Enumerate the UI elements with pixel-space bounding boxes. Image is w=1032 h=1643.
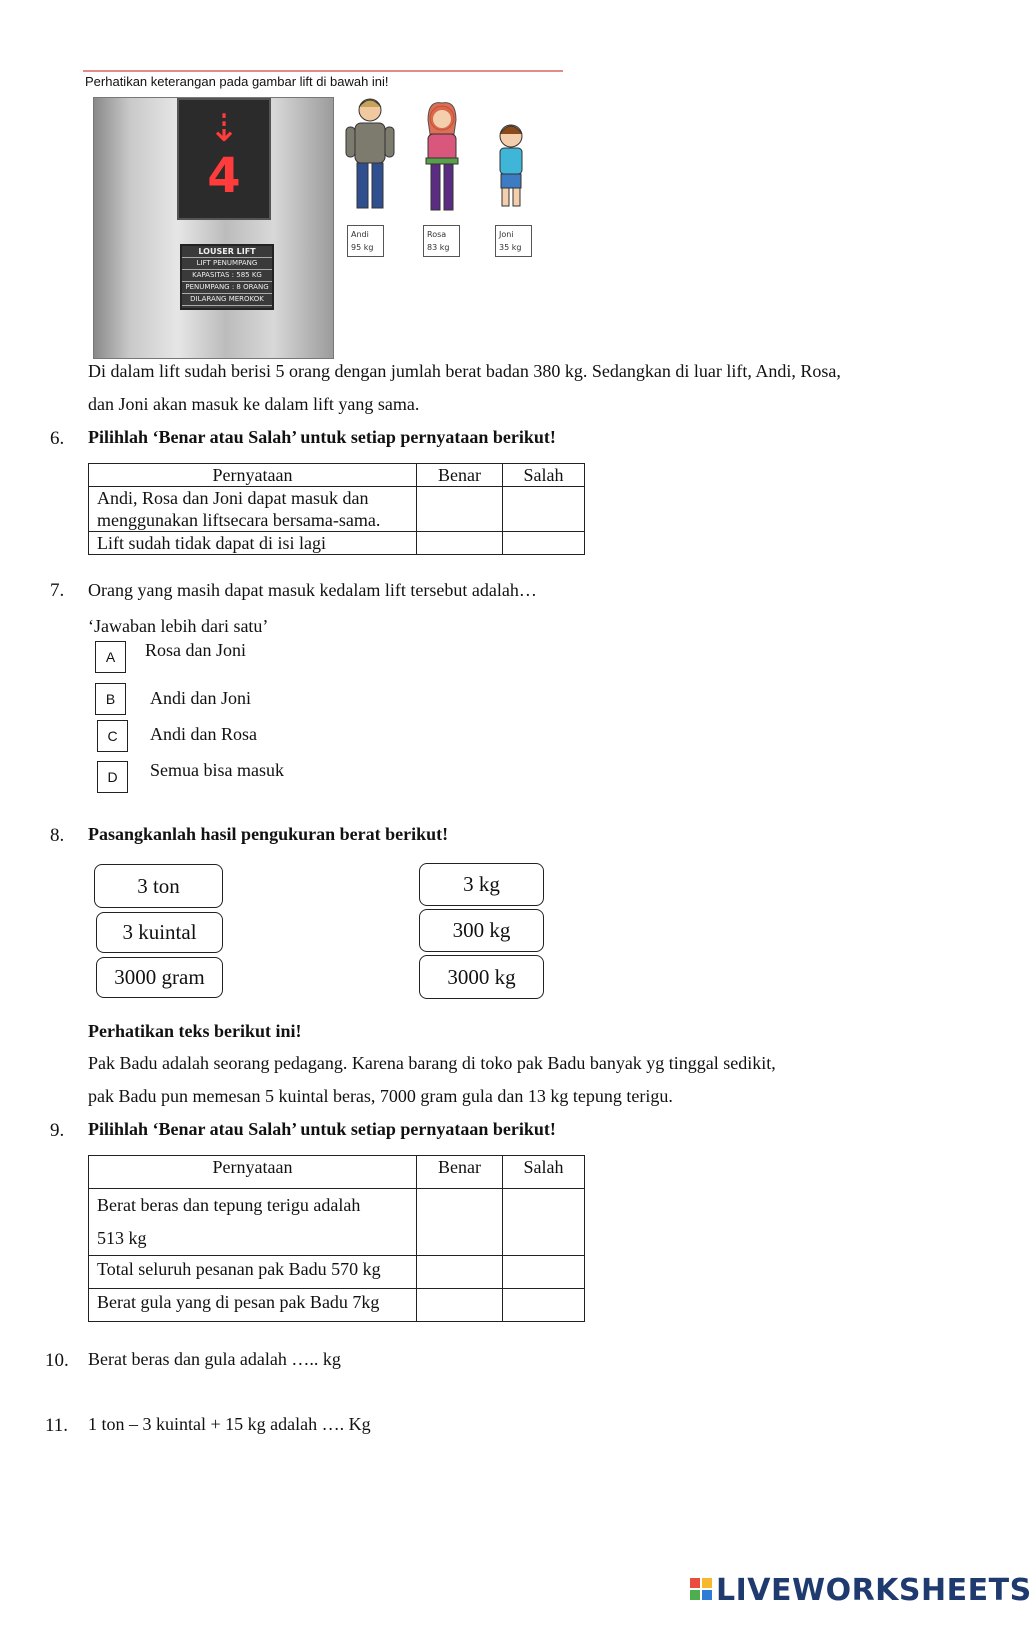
person-name: Rosa bbox=[427, 230, 447, 239]
table-row bbox=[89, 532, 585, 555]
true-answer-cell[interactable] bbox=[417, 1189, 503, 1256]
plate-line: DILARANG MEROKOK bbox=[182, 294, 272, 306]
statement-text: Lift sudah tidak dapat di isi lagi bbox=[97, 533, 326, 553]
question-number: 9. bbox=[50, 1120, 65, 1141]
statement-cell bbox=[89, 487, 417, 532]
plate-line: PENUMPANG : 8 ORANG bbox=[182, 282, 272, 294]
false-answer-cell[interactable] bbox=[503, 1256, 585, 1289]
statement-text: Total seluruh pesanan pak Badu 570 kg bbox=[97, 1259, 381, 1279]
option-b-box[interactable]: B bbox=[95, 683, 126, 715]
false-answer-cell[interactable] bbox=[503, 532, 585, 555]
match-left-3-ton[interactable]: 3 ton bbox=[94, 864, 223, 908]
person-label-andi bbox=[347, 225, 384, 257]
option-d-text: Semua bisa masuk bbox=[150, 760, 284, 780]
option-c-box[interactable]: C bbox=[97, 720, 128, 752]
floor-display bbox=[177, 98, 271, 220]
person-name: Andi bbox=[351, 230, 369, 239]
plate-line: KAPASITAS : 585 KG bbox=[182, 270, 272, 282]
header-statement: Pernyataan bbox=[89, 464, 417, 487]
option-d-box[interactable]: D bbox=[97, 761, 128, 793]
reading-title: Perhatikan teks berikut ini! bbox=[88, 1021, 302, 1041]
intro-line-1: Di dalam lift sudah berisi 5 orang dengan jumlah berat badan 380 kg. Sedangkan di luar lift, Andi, Rosa, bbox=[88, 361, 841, 381]
statement-text: Andi, Rosa dan Joni dapat masuk dan bbox=[97, 488, 369, 508]
statement-text: Berat gula yang di pesan pak Badu 7kg bbox=[97, 1292, 380, 1312]
true-answer-cell[interactable] bbox=[417, 532, 503, 555]
question-11-text: 1 ton – 3 kuintal + 15 kg adalah …. Kg bbox=[88, 1414, 371, 1434]
table-row bbox=[89, 1256, 585, 1289]
statement-cell bbox=[89, 1256, 417, 1289]
match-right-3-kg[interactable]: 3 kg bbox=[419, 863, 544, 906]
true-answer-cell[interactable] bbox=[417, 487, 503, 532]
table-header-row bbox=[89, 464, 585, 487]
question-10-text: Berat beras dan gula adalah ….. kg bbox=[88, 1349, 341, 1369]
statement-text: 513 kg bbox=[97, 1228, 147, 1248]
header-statement: Pernyataan bbox=[89, 1156, 417, 1189]
lift-image bbox=[93, 97, 334, 359]
option-b-text: Andi dan Joni bbox=[150, 688, 251, 708]
person-weight: 35 kg bbox=[499, 243, 522, 252]
match-right-3000-kg[interactable]: 3000 kg bbox=[419, 955, 544, 999]
match-right-300-kg[interactable]: 300 kg bbox=[419, 909, 544, 952]
rosa-figure bbox=[414, 100, 470, 215]
reading-line-1: Pak Badu adalah seorang pedagang. Karena barang di toko pak Badu banyak yg tinggal sedikit, bbox=[88, 1053, 776, 1073]
table-header-row bbox=[89, 1156, 585, 1189]
option-c-text: Andi dan Rosa bbox=[150, 724, 257, 744]
table-row bbox=[89, 487, 585, 532]
question-7-text: Orang yang masih dapat masuk kedalam lift tersebut adalah… bbox=[88, 580, 537, 600]
lift-capacity-plate bbox=[180, 244, 274, 310]
plate-line: LIFT PENUMPANG bbox=[182, 258, 272, 270]
false-answer-cell[interactable] bbox=[503, 1189, 585, 1256]
question-number: 11. bbox=[45, 1415, 69, 1436]
true-answer-cell[interactable] bbox=[417, 1289, 503, 1322]
match-left-3000-gram[interactable]: 3000 gram bbox=[96, 957, 223, 998]
statement-text: menggunakan liftsecara bersama-sama. bbox=[97, 510, 381, 530]
question-number: 7. bbox=[50, 580, 65, 601]
reading-line-2: pak Badu pun memesan 5 kuintal beras, 7000 gram gula dan 13 kg tepung terigu. bbox=[88, 1086, 673, 1106]
true-answer-cell[interactable] bbox=[417, 1256, 503, 1289]
question-9-text: Pilihlah ‘Benar atau Salah’ untuk setiap pernyataan berikut! bbox=[88, 1119, 556, 1139]
question-number: 8. bbox=[50, 825, 65, 846]
question-number: 10. bbox=[45, 1350, 69, 1371]
option-a-box[interactable]: A bbox=[95, 641, 126, 673]
person-weight: 95 kg bbox=[351, 243, 374, 252]
down-arrow-icon: ⇣ bbox=[208, 106, 240, 150]
q9-table bbox=[88, 1155, 585, 1322]
joni-figure bbox=[490, 122, 532, 210]
header-true: Benar bbox=[417, 464, 503, 487]
liveworksheets-logo: LIVEWORKSHEETS bbox=[716, 1573, 1032, 1608]
andi-figure bbox=[340, 95, 400, 215]
liveworksheets-logo-icon bbox=[690, 1578, 712, 1600]
person-weight: 83 kg bbox=[427, 243, 450, 252]
statement-text: Berat beras dan tepung terigu adalah bbox=[97, 1195, 361, 1215]
option-a-text: Rosa dan Joni bbox=[145, 640, 246, 660]
q6-table bbox=[88, 463, 585, 555]
false-answer-cell[interactable] bbox=[503, 487, 585, 532]
statement-cell bbox=[89, 1289, 417, 1322]
question-8-text: Pasangkanlah hasil pengukuran berat berikut! bbox=[88, 824, 449, 844]
statement-cell bbox=[89, 532, 417, 555]
person-label-rosa bbox=[423, 225, 460, 257]
plate-line: LOUSER LIFT bbox=[182, 246, 272, 258]
question-number: 6. bbox=[50, 428, 65, 449]
intro-line-2: dan Joni akan masuk ke dalam lift yang sama. bbox=[88, 394, 420, 414]
person-label-joni bbox=[495, 225, 532, 257]
match-left-3-kuintal[interactable]: 3 kuintal bbox=[96, 912, 223, 953]
image-instruction: Perhatikan keterangan pada gambar lift di bawah ini! bbox=[85, 74, 389, 89]
question-6-text: Pilihlah ‘Benar atau Salah’ untuk setiap pernyataan berikut! bbox=[88, 427, 556, 447]
question-7-note: ‘Jawaban lebih dari satu’ bbox=[88, 616, 269, 636]
top-divider bbox=[83, 70, 563, 72]
false-answer-cell[interactable] bbox=[503, 1289, 585, 1322]
header-true: Benar bbox=[417, 1156, 503, 1189]
table-row bbox=[89, 1289, 585, 1322]
statement-cell bbox=[89, 1189, 417, 1256]
header-false: Salah bbox=[503, 464, 585, 487]
header-false: Salah bbox=[503, 1156, 585, 1189]
floor-number: 4 bbox=[207, 148, 241, 204]
person-name: Joni bbox=[499, 230, 514, 239]
table-row bbox=[89, 1189, 585, 1256]
